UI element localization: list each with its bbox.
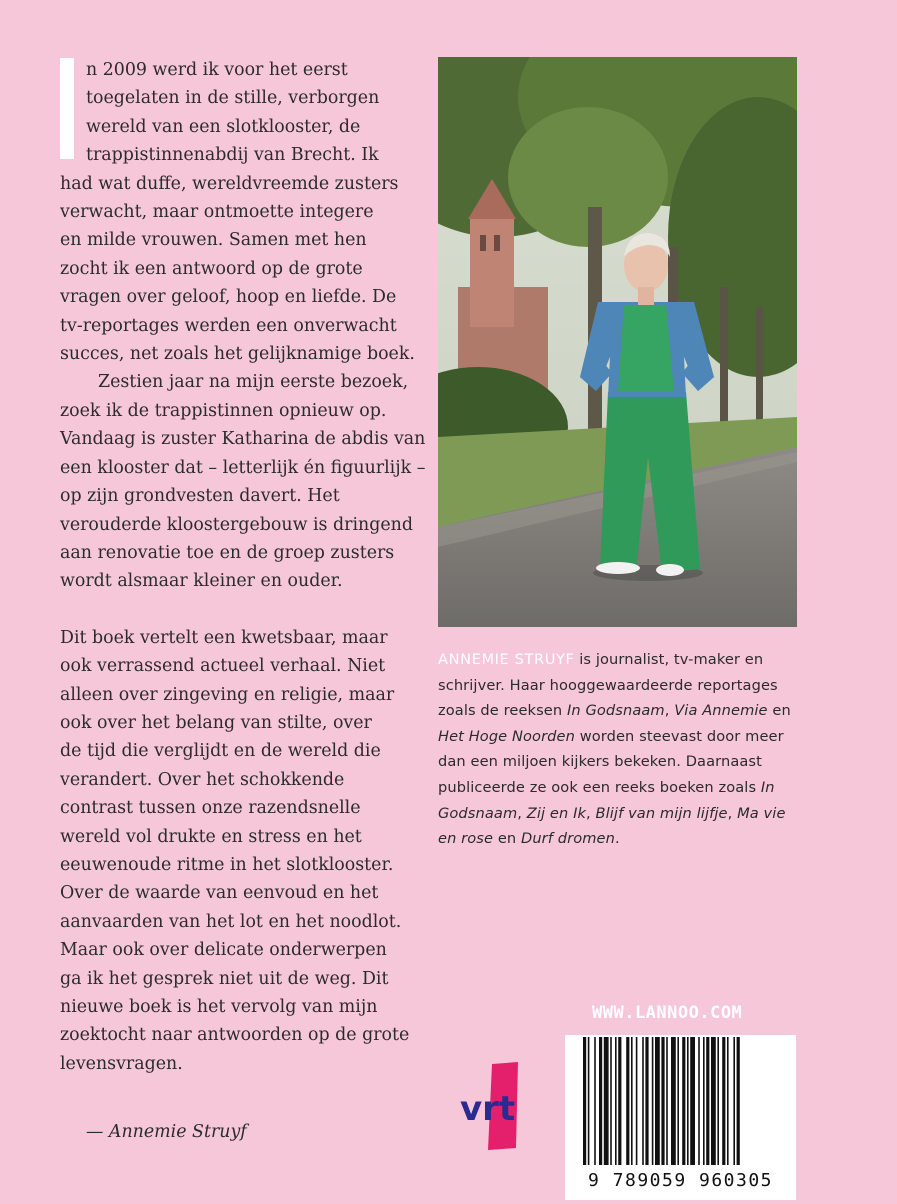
text-line: verwacht, maar ontmoette integere: [60, 202, 374, 223]
text-line: aan renovatie toe en de groep zusters: [60, 542, 395, 563]
bio-text: ,: [727, 804, 738, 822]
barcode-bar: [583, 1037, 586, 1165]
barcode-bar: [642, 1037, 644, 1165]
bio-title: In Godsnaam: [566, 702, 665, 720]
bio-title: In Godsnaam: [438, 778, 775, 822]
isbn-number: 9 789059 960305: [587, 1170, 774, 1191]
barcode-bar: [631, 1037, 633, 1165]
text-line: en milde vrouwen. Samen met hen: [60, 230, 367, 251]
bio-text: worden steevast door meer dan een miljoen kijkers bekeken. Daarnaast publiceerde ze ook een reeks boeken zoals: [438, 727, 784, 796]
text-line: tv-reportages werden een onverwacht: [60, 315, 397, 336]
barcode-bar: [698, 1037, 700, 1165]
barcode-bar: [618, 1037, 621, 1165]
barcode-bar: [652, 1037, 654, 1165]
barcode-bar: [588, 1037, 590, 1165]
bio-title: Durf dromen: [520, 830, 615, 848]
text-line: had wat duffe, wereldvreemde zusters: [60, 173, 399, 194]
barcode-bar: [682, 1037, 685, 1165]
barcode-bar: [722, 1037, 725, 1165]
barcode-bar: [706, 1037, 709, 1165]
text-line: ook verrassend actueel verhaal. Niet: [60, 656, 386, 677]
barcode-bar: [615, 1037, 617, 1165]
text-line: ga ik het gesprek niet uit de weg. Dit: [60, 968, 389, 989]
text-line: zoektocht naar antwoorden op de grote: [60, 1025, 410, 1046]
barcode-bar: [594, 1037, 596, 1165]
barcode-bar: [727, 1037, 729, 1165]
barcode-bar: [687, 1037, 689, 1165]
barcode-bar: [711, 1037, 716, 1165]
text-line: de tijd die verglijdt en de wereld die: [60, 741, 381, 762]
paragraph-gap: [60, 596, 430, 624]
author-name: ANNEMIE STRUYF: [438, 651, 575, 668]
text-line: vragen over geloof, hoop en liefde. De: [60, 287, 397, 308]
text-line: ook over het belang van stilte, over: [60, 712, 372, 733]
text-line: trappistinnenabdij van Brecht. Ik: [86, 145, 379, 166]
author-photo: [438, 57, 797, 627]
barcode-bar: [717, 1037, 719, 1165]
paragraph-2: [60, 368, 430, 595]
bio-text: .: [614, 830, 620, 848]
text-line: nieuwe boek is het vervolg van mijn: [60, 997, 378, 1017]
barcode-bar: [671, 1037, 676, 1165]
text-line: wordt alsmaar kleiner en ouder.: [60, 571, 343, 592]
bio-text: ,: [517, 804, 527, 822]
barcode-bar: [599, 1037, 602, 1165]
barcode-bar: [636, 1037, 638, 1165]
paragraph-3: [60, 624, 430, 1079]
bio-title: Ma vie en rose: [438, 804, 786, 848]
bio-title: Het Hoge Noorden: [438, 727, 575, 745]
text-line: contrast tussen onze razendsnelle: [60, 798, 361, 819]
barcode-bar: [703, 1037, 705, 1165]
text-line: wereld vol drukte en stress en het: [60, 826, 362, 847]
text-line: toegelaten in de stille, verborgen: [86, 88, 380, 109]
barcode-bar: [690, 1037, 695, 1165]
barcode-bar: [661, 1037, 664, 1165]
text-line: succes, net zoals het gelijknamige boek.: [60, 344, 415, 365]
barcode-bar: [655, 1037, 660, 1165]
bio-title: Blijf van mijn lijfje: [595, 804, 728, 822]
text-line: wereld van een slotklooster, de: [86, 116, 361, 137]
text-line: op zijn grondvesten davert. Het: [60, 486, 340, 507]
bio-text: is journalist, tv-maker en schrijver. Haar hooggewaardeerde reportages zoals de reeksen: [438, 651, 778, 720]
author-photo-illustration: [438, 57, 797, 627]
barcode-bar: [666, 1037, 668, 1165]
barcode-bar: [645, 1037, 648, 1165]
text-line: levensvragen.: [60, 1053, 183, 1074]
vrt-logo: [458, 1062, 534, 1150]
text-line: eeuwenoude ritme in het slotklooster.: [60, 854, 394, 875]
text-line: Dit boek vertelt een kwetsbaar, maar: [60, 627, 388, 648]
text-line: Maar ook over delicate onderwerpen: [60, 940, 387, 961]
text-line: zoek ik de trappistinnen opnieuw op.: [60, 400, 387, 421]
paragraph-1: [60, 56, 430, 368]
barcode-bar: [626, 1037, 629, 1165]
signature: — Annemie Struyf: [86, 1122, 247, 1142]
bio-text: en: [767, 702, 791, 720]
text-line: een klooster dat – letterlijk én figuurlijk –: [60, 457, 426, 478]
text-line: verandert. Over het schokkende: [60, 769, 345, 790]
text-line: n 2009 werd ik voor het eerst: [86, 60, 348, 80]
text-line: Vandaag is zuster Katharina de abdis van: [60, 429, 426, 450]
bio-text: en: [493, 830, 521, 848]
bio-text: ,: [586, 804, 596, 822]
text-line: Zestien jaar na mijn eerste bezoek,: [98, 372, 409, 393]
bio-title: Zij en Ik: [526, 804, 587, 822]
publisher-url[interactable]: WWW.LANNOO.COM: [592, 1003, 743, 1023]
back-cover-text: [60, 56, 430, 1078]
text-line: aanvaarden van het lot en het noodlot.: [60, 911, 402, 932]
barcode-bar: [604, 1037, 609, 1165]
text-line: alleen over zingeving en religie, maar: [60, 684, 395, 705]
bio-text: ,: [664, 702, 675, 720]
text-line: Over de waarde van eenvoud en het: [60, 883, 379, 904]
author-bio: [438, 647, 808, 852]
barcode-bar: [677, 1037, 679, 1165]
barcode-bar: [733, 1037, 735, 1165]
vrt-logo-text: vrt: [460, 1089, 516, 1129]
text-line: zocht ik een antwoord op de grote: [60, 258, 363, 279]
bio-title: Via Annemie: [674, 702, 768, 720]
text-line: verouderde kloostergebouw is dringend: [60, 514, 413, 535]
barcode-bar: [737, 1037, 740, 1165]
barcode-bar: [610, 1037, 612, 1165]
